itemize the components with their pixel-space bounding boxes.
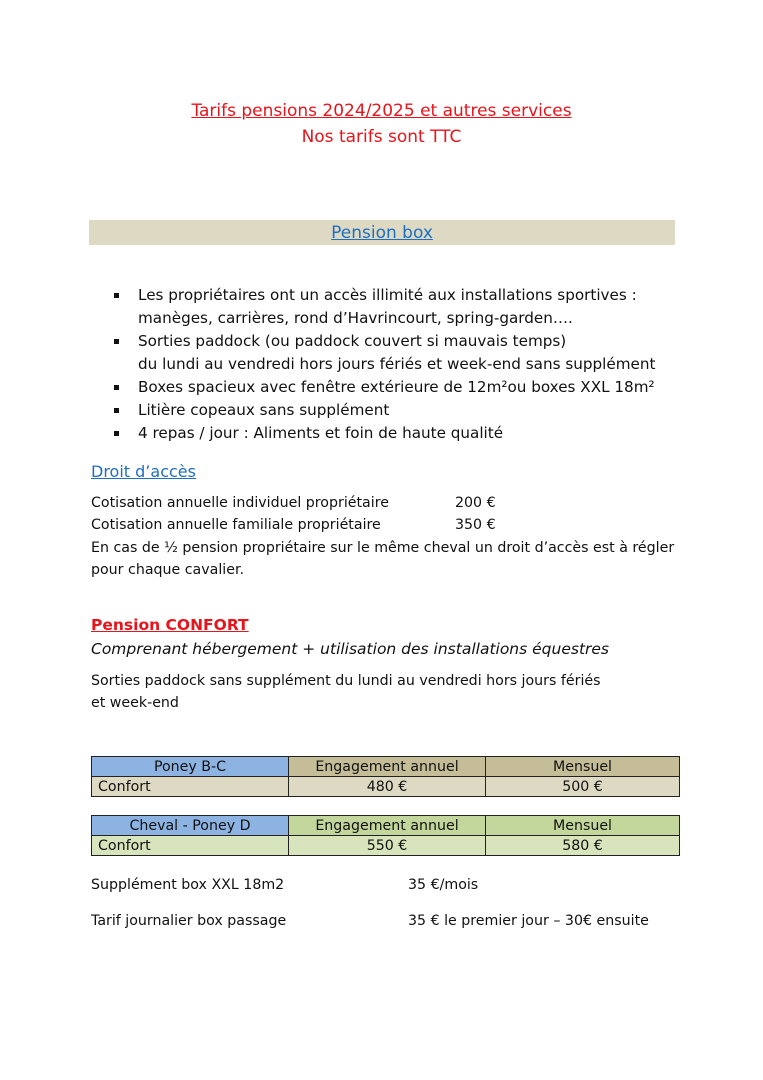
price-table-poney-bc	[91, 756, 680, 797]
fee-value-individuel: 200 €	[455, 495, 496, 511]
table-header-row	[92, 757, 680, 777]
confort-subtitle: Comprenant hébergement + utilisation des installations équestres	[91, 640, 610, 658]
list-item: Litière copeaux sans supplément	[112, 399, 712, 422]
bullet-square-icon	[114, 431, 119, 436]
table-cell: 500 €	[486, 777, 680, 797]
droit-acces-heading: Droit d’accès	[91, 462, 196, 481]
page-title: Tarifs pensions 2024/2025 et autres services	[191, 101, 572, 121]
bullet-square-icon	[114, 339, 119, 344]
fee-value-familiale: 350 €	[455, 517, 496, 533]
table-cell: Confort	[92, 836, 289, 856]
table-header-cell: Engagement annuel	[289, 816, 486, 836]
price-table-cheval-poney-d	[91, 815, 680, 856]
table-header-cell: Poney B-C	[92, 757, 289, 777]
table-cell: 550 €	[289, 836, 486, 856]
table-row	[92, 836, 680, 856]
table-cell: Confort	[92, 777, 289, 797]
extra-label-xxl: Supplément box XXL 18m2	[91, 877, 285, 893]
confort-note: Sorties paddock sans supplément du lundi au vendredi hors jours fériés et week-end	[91, 673, 601, 711]
droit-acces-note: En cas de ½ pension propriétaire sur le même cheval un droit d’accès est à régler pour chaque cavalier.	[91, 540, 675, 578]
table-row	[92, 777, 680, 797]
list-item: Les propriétaires ont un accès illimité aux installations sportives : manèges, carrières, rond d’Havrincourt, spring-garden….	[112, 284, 712, 330]
table-header-cell: Mensuel	[486, 757, 680, 777]
bullet-square-icon	[114, 293, 119, 298]
extra-value-passage: 35 € le premier jour – 30€ ensuite	[408, 913, 649, 929]
page-subtitle: Nos tarifs sont TTC	[301, 127, 462, 147]
table-header-cell: Cheval - Poney D	[92, 816, 289, 836]
confort-heading: Pension CONFORT	[91, 616, 249, 634]
fee-label-familiale: Cotisation annuelle familiale propriétaire	[91, 517, 381, 533]
list-item: Boxes spacieux avec fenêtre extérieure de 12m²ou boxes XXL 18m²	[112, 376, 712, 399]
section-banner-label: Pension box	[331, 223, 433, 243]
fee-label-individuel: Cotisation annuelle individuel propriétaire	[91, 495, 389, 511]
table-header-cell: Engagement annuel	[289, 757, 486, 777]
table-cell: 480 €	[289, 777, 486, 797]
bullet-square-icon	[114, 385, 119, 390]
table-cell: 580 €	[486, 836, 680, 856]
table-header-row	[92, 816, 680, 836]
section-banner-pension-box	[89, 220, 675, 245]
features-list	[112, 284, 712, 445]
bullet-square-icon	[114, 408, 119, 413]
extra-value-xxl: 35 €/mois	[408, 877, 479, 893]
table-header-cell: Mensuel	[486, 816, 680, 836]
list-item: Sorties paddock (ou paddock couvert si mauvais temps) du lundi au vendredi hors jours fériés et week-end sans supplément	[112, 330, 712, 376]
list-item: 4 repas / jour : Aliments et foin de haute qualité	[112, 422, 712, 445]
extra-label-passage: Tarif journalier box passage	[91, 913, 287, 929]
